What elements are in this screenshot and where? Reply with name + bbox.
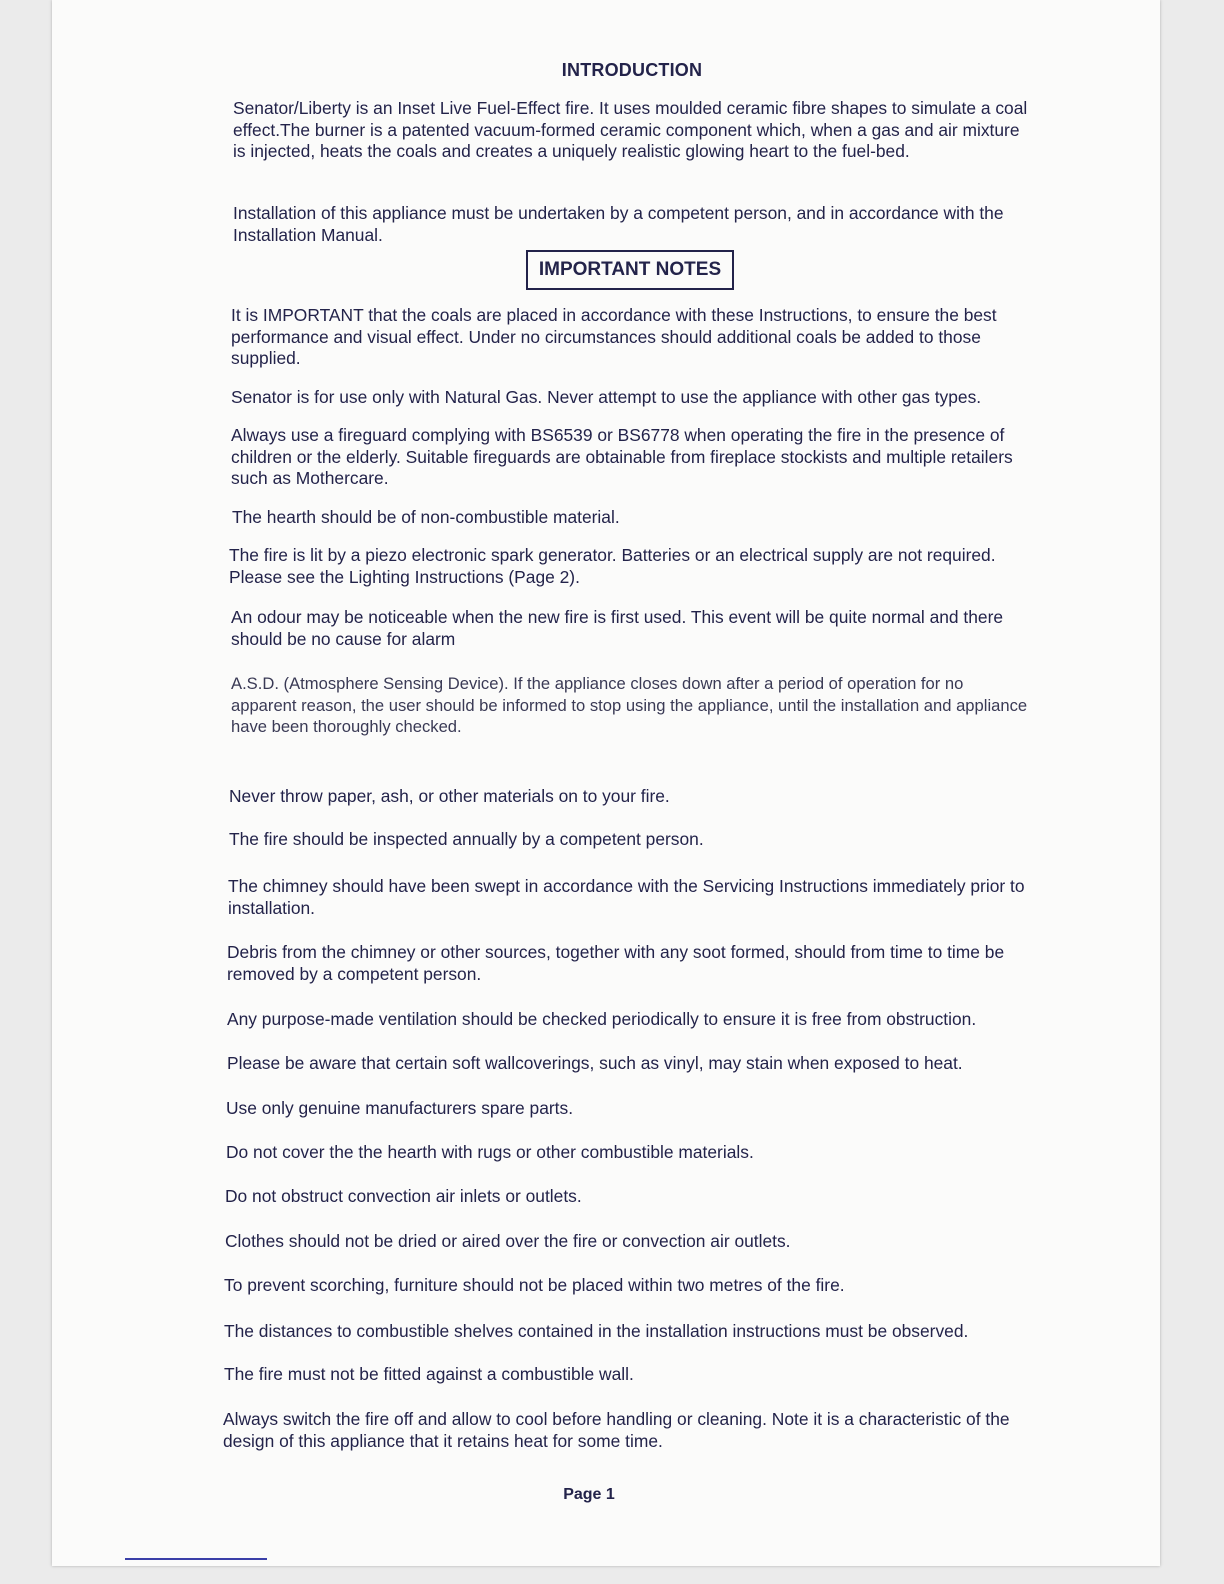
page-edge-line: [125, 1558, 267, 1560]
important-notes-heading: IMPORTANT NOTES: [526, 250, 734, 290]
note-paragraph: Always switch the fire off and allow to cool before handling or cleaning. Note it is a characteristic of the design of this appliance that it retains heat for some time.: [223, 1409, 1010, 1451]
note-paragraph: Senator is for use only with Natural Gas. Never attempt to use the appliance with other gas types.: [231, 387, 982, 407]
note-paragraph: Do not cover the the hearth with rugs or other combustible materials.: [226, 1142, 754, 1162]
note-paragraph: The hearth should be of non-combustible material.: [232, 507, 620, 527]
note-paragraph: A.S.D. (Atmosphere Sensing Device). If the appliance closes down after a period of operation for no apparent reason, the user should be informed to stop using the appliance, until the installation and appliance have been thoroughly checked.: [231, 674, 1028, 737]
note-paragraph: Any purpose-made ventilation should be checked periodically to ensure it is free from obstruction.: [227, 1009, 977, 1029]
page-number: Page 1: [563, 1486, 615, 1503]
note-paragraph: It is IMPORTANT that the coals are placed in accordance with these Instructions, to ensure the best performance and visual effect. Under no circumstances should additional coals be added to those supplied.: [231, 305, 997, 369]
note-paragraph: Do not obstruct convection air inlets or outlets.: [225, 1186, 582, 1206]
note-paragraph: Always use a fireguard complying with BS6539 or BS6778 when operating the fire in the presence of children or the elderly. Suitable fireguards are obtainable from fireplace stockists and multiple retailers such as Mothercare.: [231, 425, 1013, 489]
note-paragraph: Debris from the chimney or other sources, together with any soot formed, should from time to time be removed by a competent person.: [227, 942, 1005, 984]
note-paragraph: To prevent scorching, furniture should not be placed within two metres of the fire.: [224, 1275, 845, 1295]
intro-paragraph: Senator/Liberty is an Inset Live Fuel-Effect fire. It uses moulded ceramic fibre shapes to simulate a coal effect.The burner is a patented vacuum-formed ceramic component which, when a gas and air mixture is injected, heats the coals and creates a uniquely realistic glowing heart to the fuel-bed.: [233, 98, 1028, 162]
note-paragraph: The chimney should have been swept in accordance with the Servicing Instructions immediately prior to installation.: [228, 876, 1025, 918]
note-paragraph: The distances to combustible shelves contained in the installation instructions must be observed.: [224, 1321, 969, 1341]
note-paragraph: An odour may be noticeable when the new fire is first used. This event will be quite normal and there should be no cause for alarm: [231, 607, 1004, 649]
note-paragraph: The fire is lit by a piezo electronic spark generator. Batteries or an electrical supply are not required. Please see the Lighting Instructions (Page 2).: [229, 545, 996, 587]
page-title: INTRODUCTION: [561, 60, 703, 80]
note-paragraph: Clothes should not be dried or aired over the fire or convection air outlets.: [225, 1231, 791, 1251]
note-paragraph: Use only genuine manufacturers spare parts.: [226, 1098, 574, 1118]
intro-paragraph: Installation of this appliance must be undertaken by a competent person, and in accordance with the Installation Manual.: [233, 203, 1004, 245]
note-paragraph: Please be aware that certain soft wallcoverings, such as vinyl, may stain when exposed to heat.: [227, 1053, 963, 1073]
note-paragraph: The fire must not be fitted against a combustible wall.: [224, 1364, 634, 1384]
note-paragraph: Never throw paper, ash, or other materials on to your fire.: [229, 786, 670, 806]
note-paragraph: The fire should be inspected annually by a competent person.: [229, 829, 704, 849]
